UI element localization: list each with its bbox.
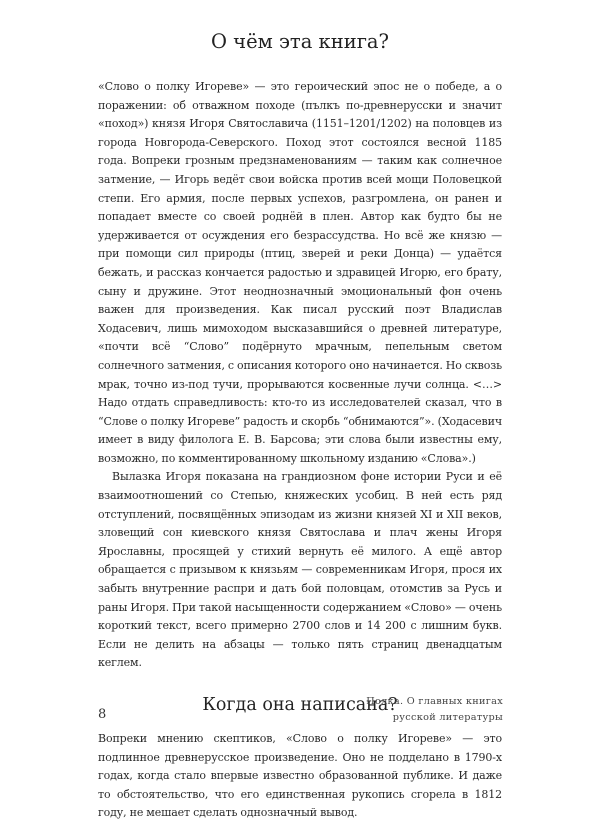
book-title-line1: Полка. О главных книгах: [366, 696, 503, 707]
paragraph: «Слово о полку Игореве» — это героический эпос не о победе, а о поражении: об отважном походе (пълкъ по-древнерусски и значит «поход») князя Игоря Святославича (1151–1201/1202) на половцев из города Новгорода-Северского. Поход этот состоялся весной 1185 года. Вопреки грозным предзнаменованиям — таким как солнечное затмение, — Игорь ведёт свои войска против всей мощи Половецкой степи. Его армия, после первых успехов, разгромлена, он ранен и попадает вместе со своей роднёй в плен. Автор как будто бы не удерживается от осуждения его безрассудства. Но всё же князю — при помощи сил природы (птиц, зверей и реки Донца) — удаётся бежать, и рассказ кончается радостью и здравицей Игорю, его брату, сыну и дружине. Этот неоднозначный эмоциональный фон очень важен для произведения. Как писал русский поэт Владислав Ходасевич, лишь мимоходом высказавшийся о древней литературе, «почти всё “Слово” подёрнуто мрачным, пепельным светом солнечного затмения, с описания которого оно начинается. Но сквозь мрак, точно из-под тучи, прорываются косвенные лучи солнца. <…> Надо отдать справедливость: кто-то из исследователей сказал, что в “Слове о полку Игореве” радость и скорбь “обнимаются”». (Ходасевич имеет в виду филолога Е. В. Барсова; эти слова были известны ему, возможно, по комментированному школьному изданию «Слова».): [98, 80, 502, 465]
section-heading-about: О чём эта книга?: [211, 30, 389, 53]
section-heading-when-written: Когда она написана?: [202, 695, 398, 715]
paragraph: Вопреки мнению скептиков, «Слово о полку Игореве» — это подлинное древнерусское произведение. Оно не подделано в 1790-х годах, когда стало впервые известно образованной публике. И даже то обстоятельство, что его единственная рукопись сгорела в 1812 году, не мешает сделать однозначный вывод.: [98, 732, 502, 820]
book-title-line2: русской литературы: [392, 712, 503, 723]
running-footer-book-title: [366, 694, 503, 726]
paragraph: Вылазка Игоря показана на грандиозном фоне истории Руси и её взаимоотношений со Степью, княжеских усобиц. В ней есть ряд отступлений, посвящённых эпизодам из жизни князей XI и XII веков, зловещий сон киевского князя Святослава и плач жены Игоря Ярославны, просящей у стихий вернуть её милого. А ещё автор обращается с призывом к князьям — современникам Игоря, прося их забыть внутренние распри и дать бой половцам, отомстив за Русь и раны Игоря. При такой насыщенности содержанием «Слово» — очень короткий текст, всего примерно 2700 слов и 14 200 с лишним букв. Если не делить на абзацы — только пять страниц двенадцатым кеглем.: [98, 470, 502, 670]
page-number: 8: [98, 707, 107, 722]
